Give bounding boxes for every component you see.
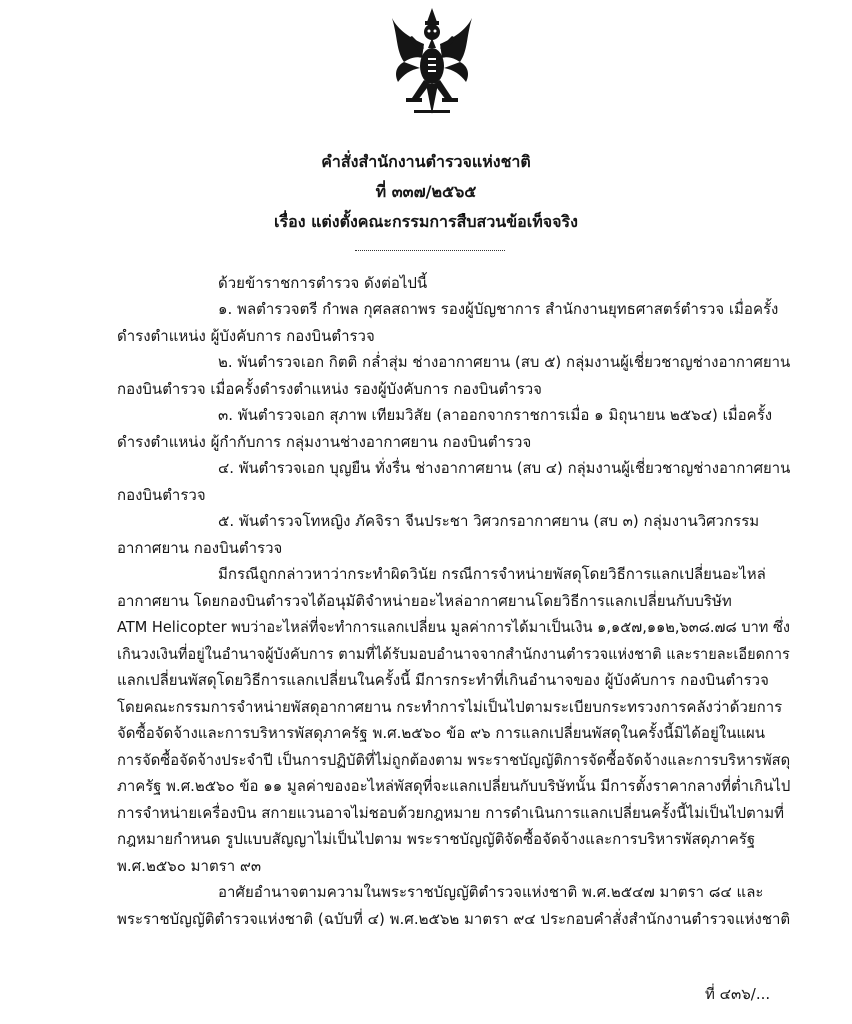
body-line: ๒. พันตำรวจเอก กิตติ กล่ำสุ่ม ช่างอากาศยาน (สบ ๕) กลุ่มงานผู้เชี่ยวชาญช่างอากาศยาน [218,353,791,371]
body-line: กฎหมายกำหนด รูปแบบสัญญาไม่เป็นไปตาม พระราชบัญญัติจัดซื้อจัดจ้างและการบริหารพัสดุภาครัฐ [117,830,756,848]
body-line: ATM Helicopter พบว่าอะไหล่ที่จะทำการแลกเปลี่ยน มูลค่าการได้มาเป็นเงิน ๑,๑๕๗,๑๑๒,๖๓๘.๗๘ บาท ซึ่ง [117,618,790,636]
body-line: ด้วยข้าราชการตำรวจ ดังต่อไปนี้ [218,274,428,292]
body-line: ๑. พลตำรวจตรี กำพล กุศลสถาพร รองผู้บัญชาการ สำนักงานยุทธศาสตร์ตำรวจ เมื่อครั้ง [218,300,779,318]
body-line: อาศัยอำนาจตามความในพระราชบัญญัติตำรวจแห่งชาติ พ.ศ.๒๕๔๗ มาตรา ๘๔ และ [218,883,764,901]
body-line: ๓. พันตำรวจเอก สุภาพ เทียมวิสัย (ลาออกจากราชการเมื่อ ๑ มิถุนายน ๒๕๖๔) เมื่อครั้ง [218,406,773,424]
body-line: กองบินตำรวจ [117,486,206,504]
order-title: คำสั่งสำนักงานตำรวจแห่งชาติ [321,152,531,171]
order-number: ที่ ๓๓๗/๒๕๖๕ [375,182,477,201]
body-line: กองบินตำรวจ เมื่อครั้งดำรงตำแหน่ง รองผู้บังคับการ กองบินตำรวจ [117,380,542,398]
body-line: พระราชบัญญัติตำรวจแห่งชาติ (ฉบับที่ ๔) พ.ศ.๒๕๖๒ มาตรา ๙๔ ประกอบคำสั่งสำนักงานตำรวจแห่งชาติ [117,910,791,928]
body-line: ดำรงตำแหน่ง ผู้กำกับการ กลุ่มงานช่างอากาศยาน กองบินตำรวจ [117,433,532,451]
body-line: ดำรงตำแหน่ง ผู้บังคับการ กองบินตำรวจ [117,327,375,345]
garuda-emblem-icon [390,8,474,116]
body-line: พ.ศ.๒๕๖๐ มาตรา ๙๓ [117,857,262,875]
body-line: การจำหน่ายเครื่องบิน สกายแวนอาจไม่ชอบด้วยกฎหมาย การดำเนินการแลกเปลี่ยนครั้งนี้ไม่เป็นไปตามที่ [117,804,784,822]
body-line: มีกรณีถูกกล่าวหาว่ากระทำผิดวินัย กรณีการจำหน่ายพัสดุโดยวิธีการแลกเปลี่ยนอะไหล่ [218,565,766,583]
header-divider [355,250,505,251]
body-line: จัดซื้อจัดจ้างและการบริหารพัสดุภาครัฐ พ.ศ.๒๕๖๐ ข้อ ๙๖ การแลกเปลี่ยนพัสดุในครั้งนี้มิได้อยู่ในแผน [117,724,766,742]
body-line: อากาศยาน โดยกองบินตำรวจได้อนุมัติจำหน่ายอะไหล่อากาศยานโดยวิธีการแลกเปลี่ยนกับบริษัท [117,592,732,610]
body-line: โดยคณะกรรมการจำหน่ายพัสดุอากาศยาน กระทำการไม่เป็นไปตามระเบียบกระทรวงการคลังว่าด้วยการ [117,698,783,716]
body-line: ๔. พันตำรวจเอก บุญยืน ทั่งรื่น ช่างอากาศยาน (สบ ๔) กลุ่มงานผู้เชี่ยวชาญช่างอากาศยาน [218,459,791,477]
body-line: แลกเปลี่ยนพัสดุโดยวิธีการแลกเปลี่ยนในครั้งนี้ มีการกระทำที่เกินอำนาจของ ผู้บังคับการ กองบินตำรวจ [117,671,769,689]
body-line: อากาศยาน กองบินตำรวจ [117,539,283,557]
page-continuation: ที่ ๔๓๖/... [705,985,771,1003]
body-line: เกินวงเงินที่อยู่ในอำนาจผู้บังคับการ ตามที่ได้รับมอบอำนาจจากสำนักงานตำรวจแห่งชาติ และรายละเอียดการ [117,645,790,663]
body-line: ๕. พันตำรวจโทหญิง ภัคจิรา จีนประชา วิศวกรอากาศยาน (สบ ๓) กลุ่มงานวิศวกรรม [218,512,760,530]
body-line: ภาครัฐ พ.ศ.๒๕๖๐ ข้อ ๑๑ มูลค่าของอะไหล่พัสดุที่จะแลกเปลี่ยนกับบริษัทนั้น มีการตั้งราคากลางที่ต่ำเกินไป [117,777,791,795]
body-line: การจัดซื้อจัดจ้างประจำปี เป็นการปฏิบัติที่ไม่ถูกต้องตาม พระราชบัญญัติการจัดซื้อจัดจ้างและการบริหารพัสดุ [117,751,791,769]
order-subject: เรื่อง แต่งตั้งคณะกรรมการสืบสวนข้อเท็จจริง [274,212,578,231]
